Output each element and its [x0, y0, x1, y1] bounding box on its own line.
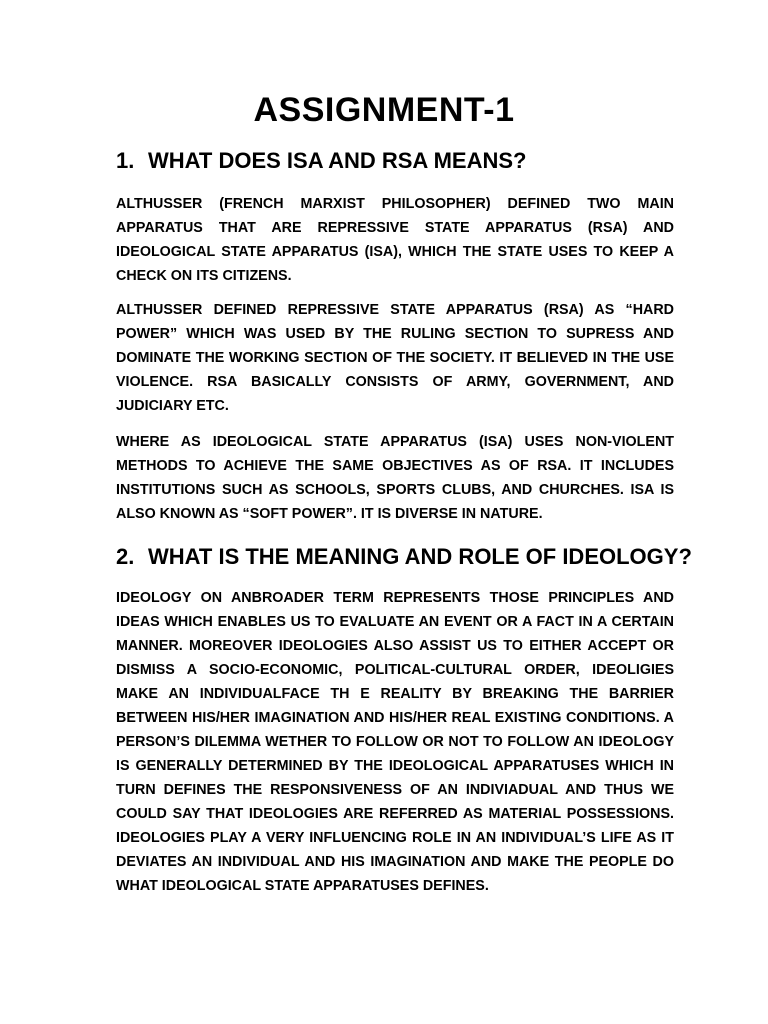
section-1-heading-text: WHAT DOES ISA AND RSA MEANS? — [148, 148, 527, 173]
section-2-heading — [116, 542, 692, 572]
section-1-paragraph-2: ALTHUSSER DEFINED REPRESSIVE STATE APPARATUS (RSA) AS “HARD POWER” WHICH WAS USED BY THE RULING SECTION TO SUPRESS AND DOMINATE THE WORKING SECTION OF THE SOCIETY. IT BELIEVED IN THE USE VIOLENCE. RSA BASICALLY CONSISTS OF ARMY, GOVERNMENT, AND JUDICIARY ETC. — [116, 302, 674, 414]
document-title: ASSIGNMENT-1 — [253, 91, 515, 129]
section-1-heading — [116, 146, 676, 176]
section-1-paragraph-3: WHERE AS IDEOLOGICAL STATE APPARATUS (ISA) USES NON-VIOLENT METHODS TO ACHIEVE THE SAME OBJECTIVES AS OF RSA. IT INCLUDES INSTITUTIONS SUCH AS SCHOOLS, SPORTS CLUBS, AND CHURCHES. ISA IS ALSO KNOWN AS “SOFT POWER”. IT IS DIVERSE IN NATURE. — [116, 434, 674, 522]
section-2-number: 2. — [116, 544, 135, 569]
section-2-paragraph-1: IDEOLOGY ON ANBROADER TERM REPRESENTS THOSE PRINCIPLES AND IDEAS WHICH ENABLES US TO EVALUATE AN EVENT OR A FACT IN A CERTAIN MANNER. MOREOVER IDEOLOGIES ALSO ASSIST US TO EITHER ACCEPT OR DISMISS A SOCIO-ECONOMIC, POLITICAL-CULTURAL ORDER, IDEOLIGIES MAKE AN INDIVIDUALFACE TH E REALITY BY BREAKING THE BARRIER BETWEEN HIS/HER IMAGINATION AND HIS/HER REAL EXISTING CONDITIONS. A PERSON’S DILEMMA WETHER TO FOLLOW OR NOT TO FOLLOW AN IDEOLOGY IS GENERALLY DETERMINED BY THE IDEOLOGICAL APPARATUSES WHICH IN TURN DEFINES THE RESPONSIVENESS OF AN INDIVIADUAL AND THUS WE COULD SAY THAT IDEOLOGIES ARE REFERRED AS MATERIAL POSSESSIONS. IDEOLOGIES PLAY A VERY INFLUENCING ROLE IN AN INDIVIDUAL’S LIFE AS IT DEVIATES AN INDIVIDUAL AND HIS IMAGINATION AND MAKE THE PEOPLE DO WHAT IDEOLOGICAL STATE APPARATUSES DEFINES. — [116, 590, 674, 894]
section-2-heading-text: WHAT IS THE MEANING AND ROLE OF IDEOLOGY? — [148, 544, 692, 569]
section-1-paragraph-1: ALTHUSSER (FRENCH MARXIST PHILOSOPHER) DEFINED TWO MAIN APPARATUS THAT ARE REPRESSIVE STATE APPARATUS (RSA) AND IDEOLOGICAL STATE APPARATUS (ISA), WHICH THE STATE USES TO KEEP A CHECK ON ITS CITIZENS. — [116, 196, 674, 284]
section-1-number: 1. — [116, 148, 135, 173]
